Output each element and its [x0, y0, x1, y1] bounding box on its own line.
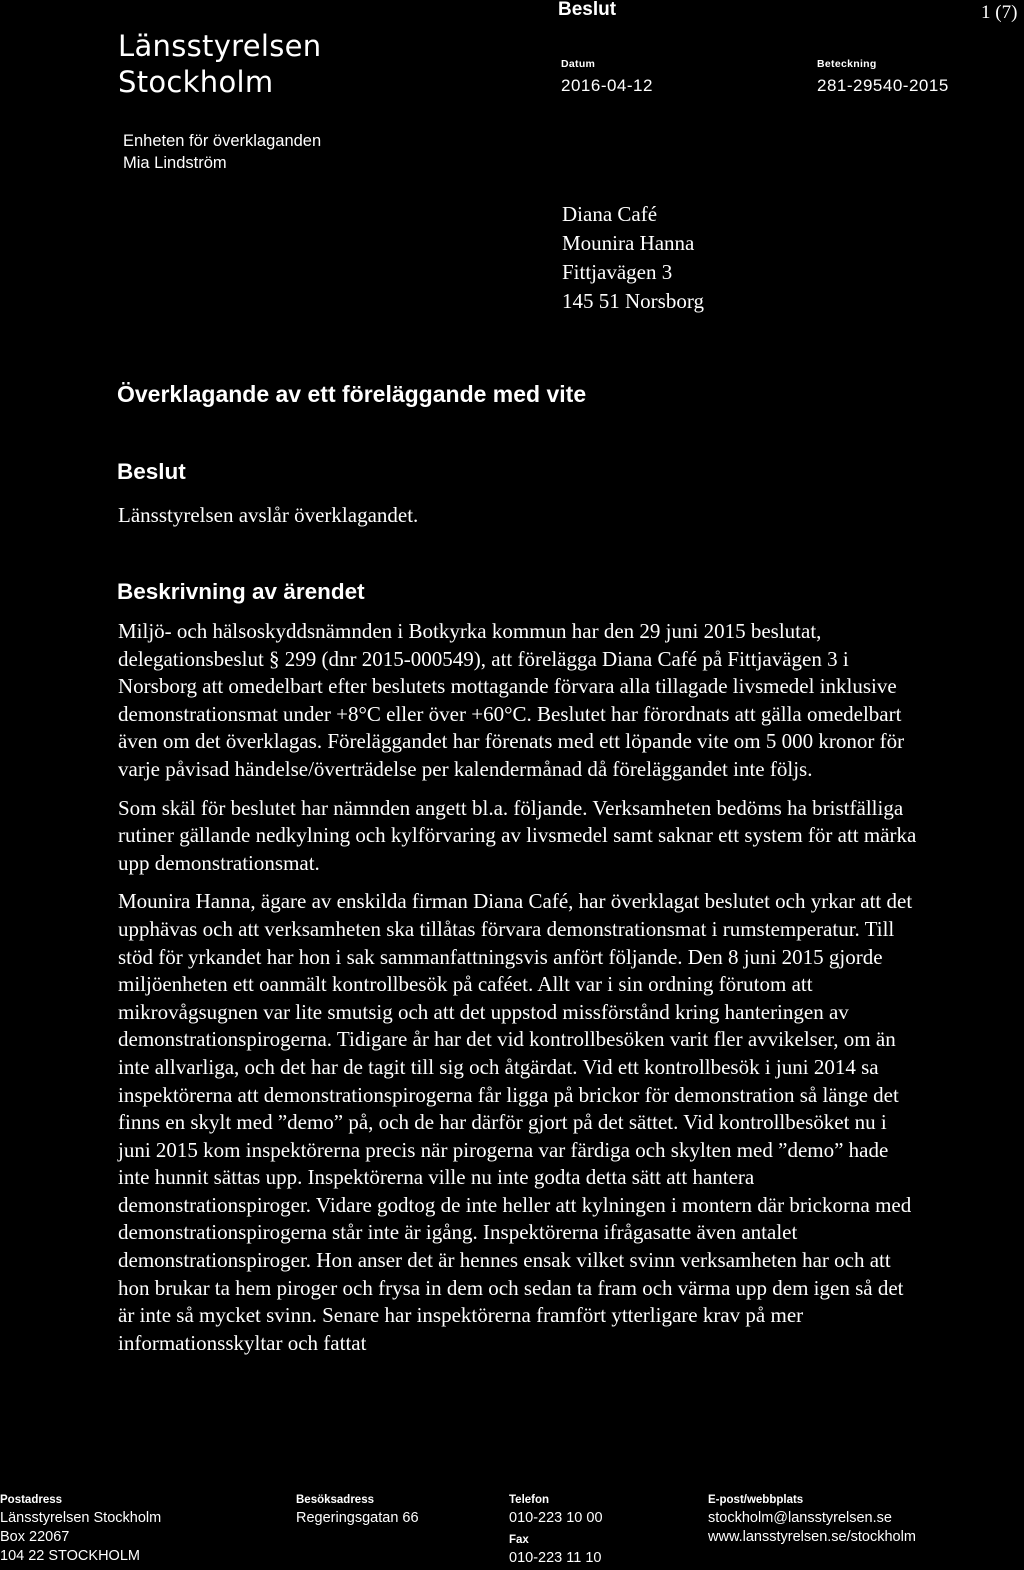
- footer-postal: [0, 1492, 161, 1566]
- description-paragraph: Mounira Hanna, ägare av enskilda firman Diana Café, har överklagat beslutet och yrkar att det upphävas och att verksamheten ska tillåtas förvara demonstrationsmat i rumstemperatur. Till stöd för yrkandet har hon i sak sammanfattningsvis anfört följande. Den 8 juni 2015 gjorde miljöenheten ett oanmält kontrollbesök på caféet. Allt var i sin ordning förutom att mikrovågsugnen var lite smutsig och att det uppstod missförstånd kring hanteringen av demonstrationspirogerna. Tidigare år har det vid kontrollbesöken varit fler avvikelser, om än inte allvarliga, och det har de tagit till sig och åtgärdat. Vid ett kontrollbesök i juni 2014 sa inspektörerna att demonstrationspirogerna får ligga på brickor för demonstration så länge det finns en skylt med ”demo” på, och de har därför gjort på det sättet. Vid kontrollbesöket nu i juni 2015 kom inspektörerna precis när pirogerna var färdiga och skylten med ”demo” hade inte hunnit sättas upp. Inspektörerna ville nu inte godta detta sätt att hantera demonstrationspiroger. Vidare godtog de inte heller att kylningen i montern där brickorna med demonstrationspirogerna står inte är igång. Inspektörerna ifrågasatte även antalet demonstrationspiroger. Hon anser det är hennes ensak vilket svinn verksamheten har och att hon brukar ta hem piroger och frysa in dem och sedan ta fram och värma upp dem igen så det är inte så mycket svinn. Senare har inspektörerna framfört ytterligare krav på mer informationsskyltar och fattat: [118, 889, 913, 1355]
- date-value: 2016-04-12: [561, 76, 653, 95]
- recipient-line: Diana Café: [562, 202, 658, 226]
- footer-email: stockholm@lansstyrelsen.se: [708, 1510, 892, 1526]
- footer-visit-line: Regeringsgatan 66: [296, 1510, 419, 1526]
- agency-name-line2: Stockholm: [118, 65, 274, 99]
- footer-postal-label: Postadress: [0, 1494, 63, 1506]
- footer-phone: [509, 1492, 603, 1568]
- footer-visit-label: Besöksadress: [296, 1494, 374, 1506]
- footer-fax-label: Fax: [509, 1534, 529, 1546]
- description-body: [118, 618, 918, 1357]
- footer-web-label: E-post/webbplats: [708, 1494, 804, 1506]
- recipient-line: 145 51 Norsborg: [562, 289, 704, 313]
- agency-name-line1: Länsstyrelsen: [118, 29, 322, 63]
- footer-phone-value: 010-223 10 00: [509, 1510, 603, 1526]
- sender-block: [123, 130, 321, 174]
- sender-unit: Enheten för överklaganden: [123, 132, 322, 150]
- document-type: Beslut: [558, 0, 617, 20]
- footer-phone-label: Telefon: [509, 1494, 550, 1506]
- footer-postal-line: 104 22 STOCKHOLM: [0, 1548, 140, 1564]
- footer-fax-value: 010-223 11 10: [509, 1550, 602, 1566]
- date-label: Datum: [561, 58, 596, 70]
- agency-name: [118, 28, 321, 100]
- description-paragraph: Miljö- och hälsoskyddsnämnden i Botkyrka kommun har den 29 juni 2015 beslutat, delegationsbeslut § 299 (dnr 2015-000549), att förelägga Diana Café på Fittjavägen 3 i Norsborg att omedelbart efter beslutets mottagande förvara alla tillagade livsmedel inklusive demonstrationsmat under +8°C eller över +60°C. Beslutet har förordnats att gälla omedelbart även om det överklagas. Föreläggandet har förenats med ett löpande vite om 5 000 kronor för varje påvisad händelse/överträdelse per kalendermånad då föreläggandet inte följs.: [118, 619, 905, 781]
- reference-label: Beteckning: [817, 58, 877, 70]
- page-number: 1 (7): [981, 2, 1018, 23]
- footer-web: [708, 1492, 916, 1547]
- footer-website: www.lansstyrelsen.se/stockholm: [708, 1529, 916, 1545]
- reference-value: 281-29540-2015: [817, 76, 949, 95]
- footer-visit: [296, 1492, 419, 1528]
- sender-person: Mia Lindström: [123, 154, 227, 172]
- footer-postal-line: Box 22067: [0, 1529, 70, 1545]
- recipient-line: Mounira Hanna: [562, 231, 695, 255]
- footer-postal-line: Länsstyrelsen Stockholm: [0, 1510, 162, 1526]
- recipient-line: Fittjavägen 3: [562, 260, 673, 284]
- decision-heading: Beslut: [117, 459, 186, 484]
- document-title: Överklagande av ett föreläggande med vite: [117, 381, 587, 407]
- description-paragraph: Som skäl för beslutet har nämnden angett bl.a. följande. Verksamheten bedöms ha bristfälliga rutiner gällande nedkylning och kylförvaring av livsmedel samt saknar ett system för att märka upp demonstrationsmat.: [118, 795, 917, 875]
- decision-text: Länsstyrelsen avslår överklagandet.: [118, 503, 419, 527]
- description-heading: Beskrivning av ärendet: [117, 579, 365, 604]
- recipient-address: [562, 200, 704, 316]
